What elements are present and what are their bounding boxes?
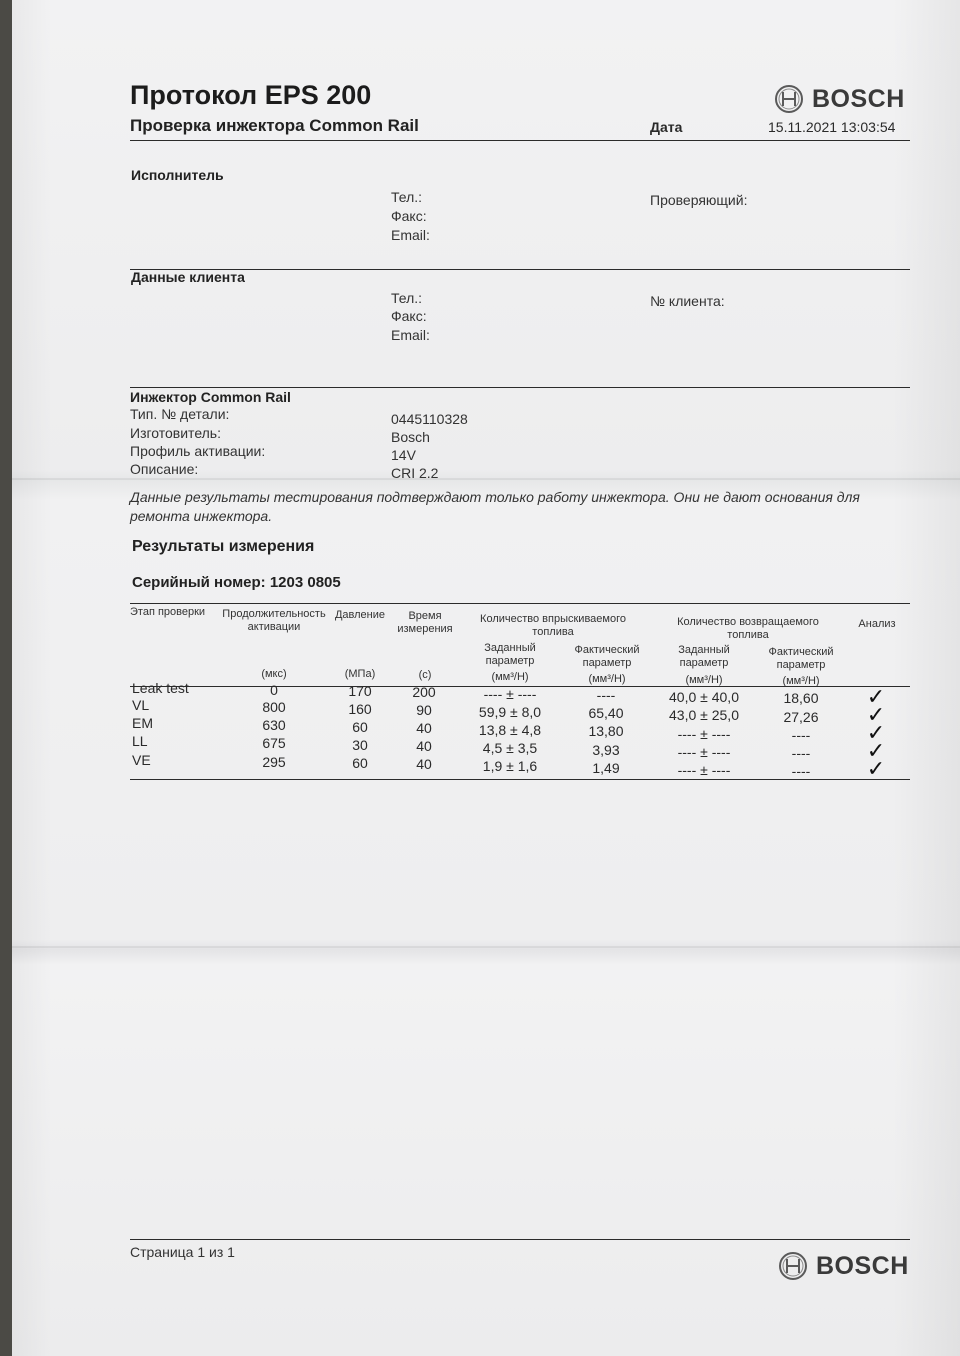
brand-logo-top bbox=[774, 84, 905, 114]
serial-number: Серийный номер: 1203 0805 bbox=[132, 574, 341, 591]
client-phone-label: Тел.: bbox=[391, 290, 423, 306]
executor-email-label: Email: bbox=[391, 227, 430, 243]
col-injected-group: Количество впрыскиваемого топлива bbox=[480, 613, 626, 638]
document-subtitle: Проверка инжектора Common Rail bbox=[130, 116, 419, 135]
row-time: 90 bbox=[416, 702, 432, 718]
reviewer-label: Проверяющий: bbox=[650, 192, 748, 208]
row-stage: VL bbox=[132, 697, 150, 713]
divider bbox=[130, 140, 910, 141]
date-value: 15.11.2021 13:03:54 bbox=[768, 119, 896, 135]
client-heading: Данные клиента bbox=[131, 269, 245, 285]
manufacturer-label: Изготовитель: bbox=[130, 425, 221, 441]
description-value: CRI 2.2 bbox=[391, 465, 439, 481]
row-time: 40 bbox=[416, 738, 432, 754]
row-returned-actual: 18,60 bbox=[783, 690, 819, 706]
row-time: 40 bbox=[416, 756, 432, 772]
col-time-unit: (с) bbox=[418, 669, 432, 681]
description-label: Описание: bbox=[130, 461, 199, 477]
col-pressure-header: Давление bbox=[334, 609, 386, 621]
row-duration: 630 bbox=[262, 717, 286, 733]
check-icon: ✓ bbox=[866, 720, 886, 745]
col-analysis-header: Анализ bbox=[858, 618, 896, 630]
client-fax-label: Факс: bbox=[391, 308, 427, 324]
row-stage: VE bbox=[132, 752, 151, 768]
col-injected-set-unit: (мм³/Н) bbox=[491, 671, 529, 683]
col-injected-set-header: Заданный параметр bbox=[484, 642, 536, 667]
row-injected-actual: 3,93 bbox=[592, 742, 620, 758]
divider bbox=[130, 387, 910, 388]
bosch-armature-icon bbox=[774, 84, 804, 114]
check-icon: ✓ bbox=[866, 702, 886, 727]
row-returned-set: ---- ± ---- bbox=[677, 744, 731, 760]
row-returned-set: ---- ± ---- bbox=[677, 762, 731, 778]
row-duration: 675 bbox=[262, 735, 286, 751]
col-injected-actual-unit: (мм³/Н) bbox=[588, 673, 626, 685]
executor-fax-label: Факс: bbox=[391, 208, 427, 224]
brand-name: BOSCH bbox=[816, 1251, 909, 1280]
row-duration: 0 bbox=[270, 682, 278, 698]
activation-profile-value: 14V bbox=[391, 447, 416, 463]
row-stage: Leak test bbox=[132, 680, 189, 696]
results-heading: Результаты измерения bbox=[132, 538, 315, 555]
row-pressure: 60 bbox=[352, 719, 368, 735]
row-injected-actual: 65,40 bbox=[588, 705, 624, 721]
injector-heading: Инжектор Common Rail bbox=[130, 389, 291, 405]
manufacturer-value: Bosch bbox=[391, 429, 430, 445]
row-time: 200 bbox=[412, 684, 436, 700]
row-stage: LL bbox=[132, 733, 148, 749]
row-returned-set: ---- ± ---- bbox=[677, 726, 731, 742]
client-number-label: № клиента: bbox=[650, 293, 725, 309]
document-title: Протокол EPS 200 bbox=[130, 80, 372, 110]
row-duration: 800 bbox=[262, 699, 286, 715]
row-injected-actual: 13,80 bbox=[588, 723, 624, 739]
col-pressure-unit: (МПа) bbox=[344, 668, 376, 680]
row-pressure: 30 bbox=[352, 737, 368, 753]
row-returned-actual: ---- bbox=[791, 745, 811, 761]
row-injected-set: 4,5 ± 3,5 bbox=[482, 740, 538, 756]
col-returned-group: Количество возвращаемого топлива bbox=[677, 616, 819, 641]
executor-heading: Исполнитель bbox=[131, 167, 224, 183]
check-icon: ✓ bbox=[866, 756, 886, 781]
executor-phone-label: Тел.: bbox=[391, 189, 423, 205]
table-bottom-rule bbox=[130, 779, 910, 780]
row-returned-set: 43,0 ± 25,0 bbox=[669, 707, 739, 723]
activation-profile-label: Профиль активации: bbox=[130, 443, 266, 459]
col-duration-header: Продолжительность активации bbox=[222, 608, 326, 633]
divider bbox=[130, 269, 910, 270]
row-pressure: 60 bbox=[352, 755, 368, 771]
bosch-armature-icon bbox=[778, 1251, 808, 1281]
col-returned-set-header: Заданный параметр bbox=[678, 644, 730, 669]
paper-fold bbox=[12, 946, 960, 948]
page-number: Страница 1 из 1 bbox=[130, 1244, 235, 1260]
col-stage-header: Этап проверки bbox=[130, 606, 206, 618]
part-number-label: Тип. № детали: bbox=[130, 406, 230, 422]
col-injected-actual-header: Фактический параметр bbox=[574, 644, 640, 669]
row-time: 40 bbox=[416, 720, 432, 736]
client-email-label: Email: bbox=[391, 327, 430, 343]
brand-name: BOSCH bbox=[812, 84, 905, 113]
row-pressure: 170 bbox=[348, 683, 372, 699]
row-returned-actual: ---- bbox=[791, 763, 811, 779]
part-number-value: 0445110328 bbox=[391, 411, 468, 427]
col-returned-set-unit: (мм³/Н) bbox=[685, 674, 723, 686]
row-stage: EM bbox=[132, 715, 153, 731]
row-injected-actual: ---- bbox=[596, 687, 616, 703]
row-returned-actual: 27,26 bbox=[783, 709, 819, 725]
col-returned-actual-unit: (мм³/Н) bbox=[782, 675, 820, 687]
col-duration-unit: (мкс) bbox=[261, 668, 287, 680]
row-pressure: 160 bbox=[348, 701, 372, 717]
row-injected-set: 59,9 ± 8,0 bbox=[478, 704, 542, 720]
col-returned-actual-header: Фактический параметр bbox=[768, 646, 834, 671]
row-injected-set: ---- ± ---- bbox=[483, 686, 537, 702]
date-label: Дата bbox=[650, 119, 683, 135]
footer-rule bbox=[130, 1239, 910, 1240]
disclaimer-text: Данные результаты тестирования подтверждают только работу инжектора. Они не дают основания для ремонта инжектора. bbox=[130, 489, 860, 524]
check-icon: ✓ bbox=[866, 684, 886, 709]
col-time-header: Время измерения bbox=[397, 610, 453, 635]
paper-fold bbox=[12, 478, 960, 480]
brand-logo-bottom bbox=[778, 1251, 909, 1281]
table-top-rule bbox=[130, 603, 910, 604]
check-icon: ✓ bbox=[866, 738, 886, 763]
row-returned-set: 40,0 ± 40,0 bbox=[669, 689, 739, 705]
row-injected-set: 13,8 ± 4,8 bbox=[478, 722, 542, 738]
row-returned-actual: ---- bbox=[791, 727, 811, 743]
row-duration: 295 bbox=[262, 754, 286, 770]
row-injected-actual: 1,49 bbox=[592, 760, 620, 776]
row-injected-set: 1,9 ± 1,6 bbox=[482, 758, 538, 774]
